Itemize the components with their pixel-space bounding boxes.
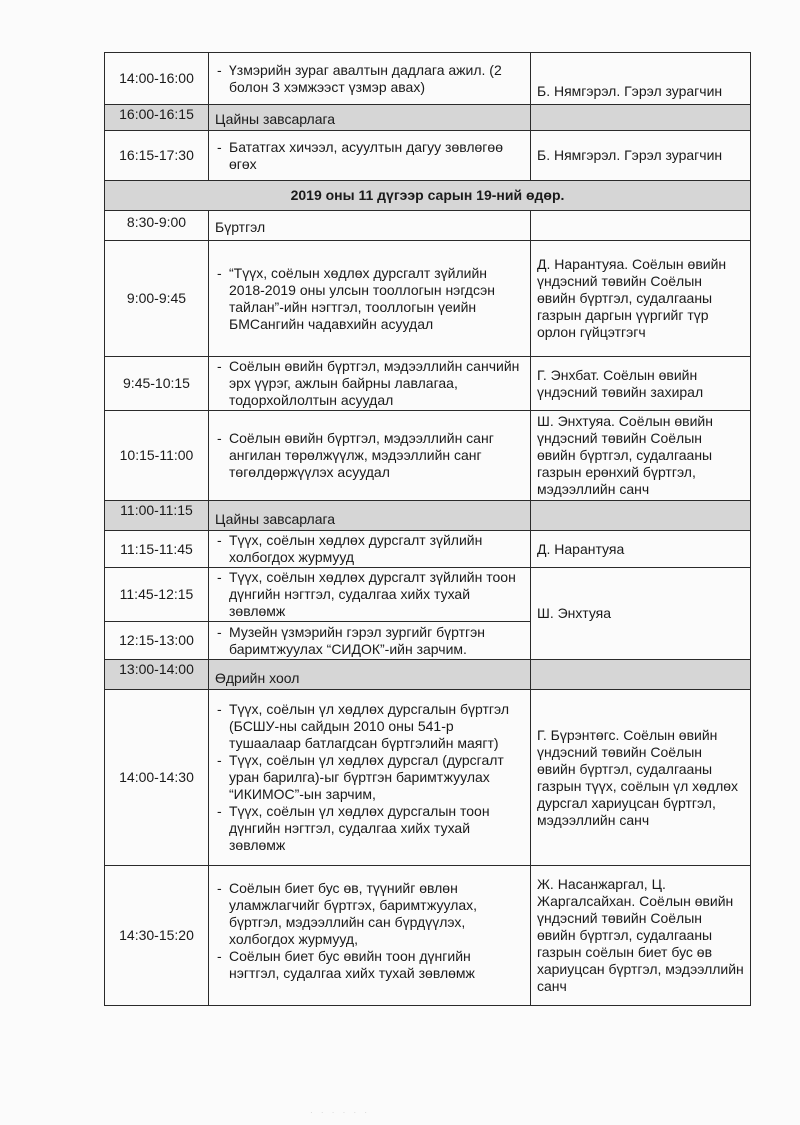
table-row <box>105 211 751 241</box>
break-label: Цайны завсарлага <box>209 105 531 131</box>
time-cell: 12:15-13:00 <box>105 622 209 660</box>
scan-artifact: · · · · · · <box>310 1108 371 1117</box>
speaker-cell <box>531 211 751 241</box>
time-cell: 11:15-11:45 <box>105 531 209 568</box>
list-item: - Түүх, соёлын хөдлөх дурсгалт зүйлийн тоон дүнгийн нэгтгэл, судалгаа хийх тухай зөвлөмж <box>215 569 524 620</box>
speaker-cell: Г. Энхбат. Соёлын өвийн үндэсний төвийн захирал <box>531 357 751 411</box>
time-cell: 9:45-10:15 <box>105 357 209 411</box>
topic-cell <box>209 531 531 568</box>
table-row <box>105 411 751 501</box>
table-row <box>105 241 751 357</box>
speaker-cell: Ш. Энхтуяа. Соёлын өвийн үндэсний төвийн Соёлын өвийн бүртгэл, судалгааны газрын ерөнхий бүртгэл, мэдээллийн санч <box>531 411 751 501</box>
time-cell: 11:00-11:15 <box>105 501 209 531</box>
speaker-cell: Б. Нямгэрэл. Гэрэл зурагчин <box>531 131 751 181</box>
time-cell: 16:00-16:15 <box>105 105 209 131</box>
list-item: - “Түүх, соёлын хөдлөх дурсгалт зүйлийн 2018-2019 оны улсын тооллогын нэгдсэн тайлан”-ийн нэгтгэл, тооллогын үеийн БМСангийн чадавхийн асуудал <box>215 265 524 333</box>
time-cell: 14:30-15:20 <box>105 866 209 1006</box>
list-item: - Соёлын өвийн бүртгэл, мэдээллийн санчийн эрх үүрэг, ажлын байрны лавлагаа, тодорхойлолтын асуудал <box>215 358 524 409</box>
speaker-cell: Ш. Энхтуяа <box>531 568 751 660</box>
topic-cell <box>209 411 531 501</box>
list-item: - Түүх, соёлын үл хөдлөх дурсгалын бүртгэл (БСШУ-ны сайдын 2010 оны 541-р тушаалаар батлагдсан бүртгэлийн маягт) <box>215 701 524 752</box>
table-row <box>105 568 751 622</box>
table-row <box>105 531 751 568</box>
time-cell: 11:45-12:15 <box>105 568 209 622</box>
topic-cell <box>209 622 531 660</box>
table-row <box>105 105 751 131</box>
day-header: 2019 оны 11 дүгээр сарын 19-ний өдөр. <box>105 181 751 211</box>
speaker-cell: Ж. Насанжаргал, Ц. Жаргалсайхан. Соёлын өвийн үндэсний төвийн Соёлын өвийн бүртгэл, судалгааны газрын соёлын биет бус өв хариуцсан бүртгэл, мэдээллийн санч <box>531 866 751 1006</box>
list-item: - Соёлын биет бус өв, түүнийг өвлөн уламжлагчийг бүртгэх, баримтжуулах, бүртгэл, мэдээллийн сан бүрдүүлэх, холбогдох журмууд, <box>215 880 524 948</box>
list-item: - Үзмэрийн зураг авалтын дадлага ажил. (2 болон 3 хэмжээст үзмэр авах) <box>215 62 524 96</box>
time-cell: 14:00-14:30 <box>105 690 209 866</box>
topic-cell <box>209 131 531 181</box>
time-cell: 10:15-11:00 <box>105 411 209 501</box>
speaker-cell: Д. Нарантуяа. Соёлын өвийн үндэсний төвийн Соёлын өвийн бүртгэл, судалгааны газрын даргын үүргийг түр орлон гүйцэтгэгч <box>531 241 751 357</box>
speaker-cell: Д. Нарантуяа <box>531 531 751 568</box>
topic-cell <box>209 568 531 622</box>
list-item: - Соёлын биет бус өвийн тоон дүнгийн нэгтгэл, судалгаа хийх тухай зөвлөмж <box>215 948 524 982</box>
topic-cell <box>209 241 531 357</box>
table-row <box>105 131 751 181</box>
table-row <box>105 357 751 411</box>
table-row <box>105 53 751 105</box>
time-cell: 9:00-9:45 <box>105 241 209 357</box>
topic-cell: Бүртгэл <box>209 211 531 241</box>
table-row <box>105 660 751 690</box>
time-cell: 14:00-16:00 <box>105 53 209 105</box>
speaker-cell <box>531 660 751 690</box>
schedule-table <box>104 52 751 1006</box>
time-cell: 8:30-9:00 <box>105 211 209 241</box>
list-item: - Түүх, соёлын үл хөдлөх дурсгалын тоон дүнгийн нэгтгэл, судалгаа хийх тухай зөвлөмж <box>215 803 524 854</box>
list-item: - Соёлын өвийн бүртгэл, мэдээллийн санг ангилан төрөлжүүлж, мэдээллийн санг төгөлдөржүүлэх асуудал <box>215 430 524 481</box>
break-label: Цайны завсарлага <box>209 501 531 531</box>
topic-cell <box>209 53 531 105</box>
time-cell: 13:00-14:00 <box>105 660 209 690</box>
speaker-cell <box>531 105 751 131</box>
speaker-cell <box>531 501 751 531</box>
list-item: - Музейн үзмэрийн гэрэл зургийг бүртгэн баримтжуулах “СИДОК”-ийн зарчим. <box>215 624 524 658</box>
speaker-cell: Г. Бүрэнтөгс. Соёлын өвийн үндэсний төвийн Соёлын өвийн бүртгэл, судалгааны газрын түүх, соёлын үл хөдлөх дурсгал хариуцсан бүртгэл, мэдээллийн санч <box>531 690 751 866</box>
break-label: Өдрийн хоол <box>209 660 531 690</box>
topic-cell <box>209 690 531 866</box>
table-row <box>105 501 751 531</box>
day-header-row <box>105 181 751 211</box>
topic-cell <box>209 866 531 1006</box>
time-cell: 16:15-17:30 <box>105 131 209 181</box>
list-item: - Түүх, соёлын хөдлөх дурсгалт зүйлийн холбогдох журмууд <box>215 532 524 566</box>
list-item: - Бататгах хичээл, асуултын дагуу зөвлөгөө өгөх <box>215 139 524 173</box>
table-row <box>105 866 751 1006</box>
topic-cell <box>209 357 531 411</box>
speaker-cell: Б. Нямгэрэл. Гэрэл зурагчин <box>531 53 751 105</box>
table-row <box>105 690 751 866</box>
list-item: - Түүх, соёлын үл хөдлөх дурсгал (дурсгалт уран барилга)-ыг бүртгэн баримтжуулах “ИКИМОС”-ын зарчим, <box>215 752 524 803</box>
